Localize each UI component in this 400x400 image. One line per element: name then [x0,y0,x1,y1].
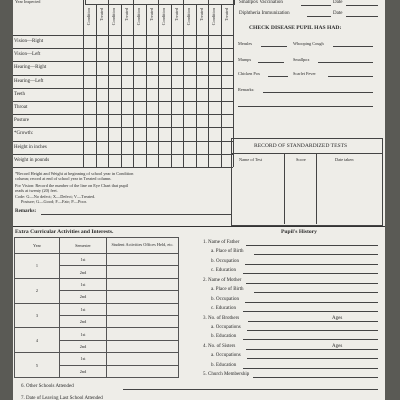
history-entry-line[interactable] [248,321,378,322]
measles-label: Measles [238,41,253,46]
grid-col-header-condition: Condition [86,8,91,26]
activity-entry-cell[interactable] [107,365,179,377]
history-item: b. Occupation [211,296,240,302]
history-entry-line[interactable] [254,254,378,255]
activity-entry-cell[interactable] [107,254,179,266]
activity-semester-cell: 1st [60,353,107,365]
history-entry-line[interactable] [243,273,378,274]
history-entry-line[interactable] [254,292,378,293]
history-item: 2. Name of Mother [203,277,242,283]
grid-col-header-condition: Condition [111,8,116,26]
pupils-history-title: Pupil's History [281,229,317,235]
activity-year-cell: 5 [15,353,60,378]
smallpox-vaccination-label: Smallpox Vaccination [239,0,283,5]
school-health-record-form [13,0,385,400]
activity-row [15,303,179,315]
activity-semester-cell: 1st [60,303,107,315]
history-item: 1. Name of Father [203,240,240,245]
grid-col-header-treated: Treated [223,8,229,21]
history-entry-line[interactable] [246,283,378,284]
grid-row-label: Weight in pounds [14,157,50,163]
history-entry-line[interactable] [246,245,378,246]
semester-col-header: Semester [60,238,107,254]
ages-label: Ages [332,315,343,321]
history-item: c. Education [211,306,236,311]
activity-row [15,328,179,340]
mumps-label: Mumps [238,57,252,62]
history-item: a. Occupations [211,353,241,359]
activity-semester-cell: 1st [60,328,107,340]
score-header: Score [296,157,306,162]
history-entry-line[interactable] [245,264,378,265]
note-line-5: Code: G—No defect; X—Defect; V—Treated. [15,194,96,199]
activity-entry-cell[interactable] [107,291,179,303]
grid-row-label: Throat [14,105,28,110]
activities-col-header: Student Activities Offices Held, etc. [107,238,179,254]
activity-entry-cell[interactable] [107,353,179,365]
activity-entry-cell[interactable] [107,315,179,327]
history-item: b. Occupation [211,258,240,264]
date-of-leaving-label: 7. Date of Leaving Last School Attended [21,396,103,400]
grid-col-header-treated: Treated [198,8,204,21]
year-inspected-label: Year Inspected [15,0,41,4]
history-item: a. Place of Birth [211,287,244,293]
activities-title: Extra Curricular Activities and Interests. [15,229,114,235]
activity-semester-cell: 2nd [60,365,107,377]
grid-row-label: Hearing—Left [14,78,44,84]
note-line-6: Posture; G—Good; F—Fair; P—Poor. [21,199,87,204]
grid-col-header-condition: Condition [211,8,216,26]
smallpox-label: Smallpox [293,57,310,62]
history-entry-line[interactable] [243,311,378,312]
whooping-cough-label: Whooping Cough [293,41,324,46]
history-item: 3. No. of Brothers [203,315,240,321]
activities-table [14,237,179,378]
activity-entry-cell[interactable] [107,340,179,352]
note-line-2: column; record at end of school year in Treated column. [15,176,112,181]
history-item: c. Education [211,268,236,274]
activity-semester-cell: 1st [60,254,107,266]
history-entry-line[interactable] [243,339,378,340]
activity-semester-cell: 2nd [60,340,107,352]
grid-row-label: *Growth: [14,131,34,137]
activity-entry-cell[interactable] [107,266,179,278]
history-item: b. Education [211,334,237,340]
scarlet-fever-label: Scarlet Fever [293,71,316,76]
history-entry-line[interactable] [247,358,378,359]
grid-row-label: Height in inches [14,144,47,150]
check-disease-title: CHECK DISEASE PUPIL HAS HAD: [249,25,342,31]
activity-row [15,278,179,290]
grid-row-label: Posture [14,118,29,124]
activity-year-cell: 4 [15,328,60,353]
activity-year-cell: 1 [15,254,60,279]
grid-col-header-condition: Condition [186,8,191,26]
note-line-3: For Vision: Record the number of the line on Eye Chart that pupil [15,183,129,188]
activity-semester-cell: 2nd [60,315,107,327]
activity-year-cell: 2 [15,278,60,303]
grid-col-header-treated: Treated [173,8,179,21]
grid-row-label: Vision—Right [14,39,44,44]
grid-row-label: Vision—Left [14,52,41,58]
activity-entry-cell[interactable] [107,278,179,290]
grid-row-label: Hearing—Right [14,65,47,71]
diphtheria-immunization-label: Diphtheria Immunization [239,11,290,16]
grid-col-header-treated: Treated [148,8,154,21]
health-inspection-grid [13,5,233,167]
history-item: b. Education [211,362,237,368]
activity-semester-cell: 1st [60,278,107,290]
activity-entry-cell[interactable] [107,328,179,340]
activity-row [15,254,179,266]
history-entry-line[interactable] [245,302,378,303]
name-of-test-header: Name of Test [239,157,263,162]
activity-year-cell: 3 [15,303,60,328]
disease-remarks-label: Remarks: [238,87,255,92]
history-item: a. Occupations [211,325,241,330]
activity-entry-cell[interactable] [107,303,179,315]
ages-label: Ages [332,344,343,349]
grid-col-header-treated: Treated [123,8,129,21]
grid-row-label: Teeth [14,91,26,97]
grid-col-header-condition: Condition [161,8,166,26]
history-item: a. Place of Birth [211,249,244,255]
activity-row [15,353,179,365]
history-entry-line[interactable] [246,349,378,350]
grid-col-header-condition: Condition [136,8,141,26]
diphtheria-date-label: Date [333,11,343,16]
activity-semester-cell: 2nd [60,291,107,303]
date-taken-header: Date taken [335,157,354,162]
grid-col-header-treated: Treated [98,8,104,21]
chicken-pox-label: Chicken Pox [238,71,261,76]
history-item: 5. Church Membership [203,372,250,378]
history-entry-line[interactable] [247,330,378,331]
history-entry-line[interactable] [253,377,378,378]
vaccination-date-label: Date [333,0,343,5]
activity-semester-cell: 2nd [60,266,107,278]
notes-remarks-label: Remarks: [15,209,37,214]
history-item: 4. No. of Sisters [203,344,236,349]
year-col-header: Year [15,238,60,254]
other-schools-label: 6. Other Schools Attended [21,384,74,389]
standardized-tests-box [231,138,383,226]
note-line-1: *Record Height and Weight at beginning of school year in Condition [15,171,134,176]
note-line-4: reads at twenty (20) feet. [15,188,58,193]
standardized-tests-title: RECORD OF STANDARDIZED TESTS [254,143,348,149]
history-entry-line[interactable] [243,368,378,369]
